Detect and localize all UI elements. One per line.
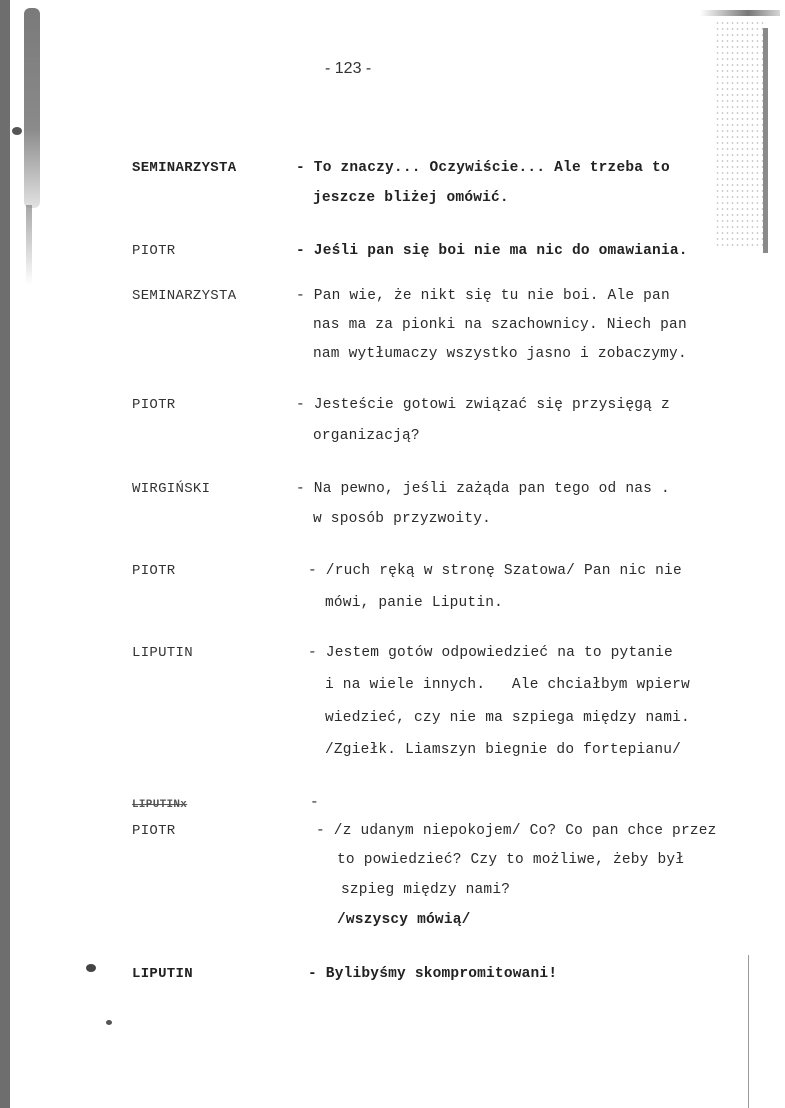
dialogue-line: /wszyscy mówią/ xyxy=(337,912,471,928)
ink-mark xyxy=(86,964,96,972)
dialogue-line: /Zgiełk. Liamszyn biegnie do fortepianu/ xyxy=(325,742,682,758)
dialogue-line: szpieg między nami? xyxy=(341,882,511,898)
dialogue-line: - /ruch ręką w stronę Szatowa/ Pan nic nie xyxy=(308,563,682,579)
scan-mark xyxy=(700,10,780,16)
speaker-name: PIOTR xyxy=(132,823,176,839)
dialogue-line: to powiedzieć? Czy to możliwe, żeby był xyxy=(337,852,685,868)
dialogue-line: w sposób przyzwoity. xyxy=(313,511,492,527)
speaker-name: PIOTR xyxy=(132,563,176,579)
speaker-name: WIRGIŃSKI xyxy=(132,481,211,497)
scan-right-edge xyxy=(763,28,768,253)
scan-speckle xyxy=(715,20,765,250)
dialogue-line: mówi, panie Liputin. xyxy=(325,595,504,611)
page-number: - 123 - xyxy=(325,60,372,77)
dialogue-line: organizacją? xyxy=(313,428,420,444)
dialogue-line: - Jestem gotów odpowiedzieć na to pytanie xyxy=(308,645,673,661)
ink-mark xyxy=(106,1020,112,1025)
dialogue-line: jeszcze bliżej omówić. xyxy=(313,190,509,206)
dialogue-line: i na wiele innych. Ale chciałbym wpierw xyxy=(325,677,690,693)
dialogue-line: - xyxy=(310,795,319,811)
dialogue-line: - Jesteście gotowi związać się przysięgą z xyxy=(296,397,670,413)
dialogue-line: - To znaczy... Oczywiście... Ale trzeba to xyxy=(296,160,670,176)
speaker-name: SEMINARZYSTA xyxy=(132,160,237,176)
scan-smudge xyxy=(24,8,40,208)
dialogue-line: wiedzieć, czy nie ma szpiega między nami. xyxy=(325,710,690,726)
scan-right-edge xyxy=(748,955,749,1108)
speaker-name: LIPUTIN xyxy=(132,645,193,661)
dialogue-line: nam wytłumaczy wszystko jasno i zobaczymy. xyxy=(313,346,687,362)
ink-mark xyxy=(12,127,22,135)
speaker-name: LIPUTIN xyxy=(132,966,193,982)
speaker-name: PIOTR xyxy=(132,243,176,259)
speaker-name: PIOTR xyxy=(132,397,176,413)
scan-smudge xyxy=(26,205,32,285)
speaker-name-struck: LIPUTINx xyxy=(132,799,188,811)
dialogue-line: - /z udanym niepokojem/ Co? Co pan chce przez xyxy=(316,823,717,839)
dialogue-line: - Jeśli pan się boi nie ma nic do omawiania. xyxy=(296,243,688,259)
dialogue-line: nas ma za pionki na szachownicy. Niech pan xyxy=(313,317,687,333)
speaker-name: SEMINARZYSTA xyxy=(132,288,237,304)
dialogue-line: - Bylibyśmy skompromitowani! xyxy=(308,966,558,982)
dialogue-line: - Na pewno, jeśli zażąda pan tego od nas . xyxy=(296,481,670,497)
dialogue-line: - Pan wie, że nikt się tu nie boi. Ale pan xyxy=(296,288,670,304)
scan-left-edge xyxy=(0,0,10,1108)
